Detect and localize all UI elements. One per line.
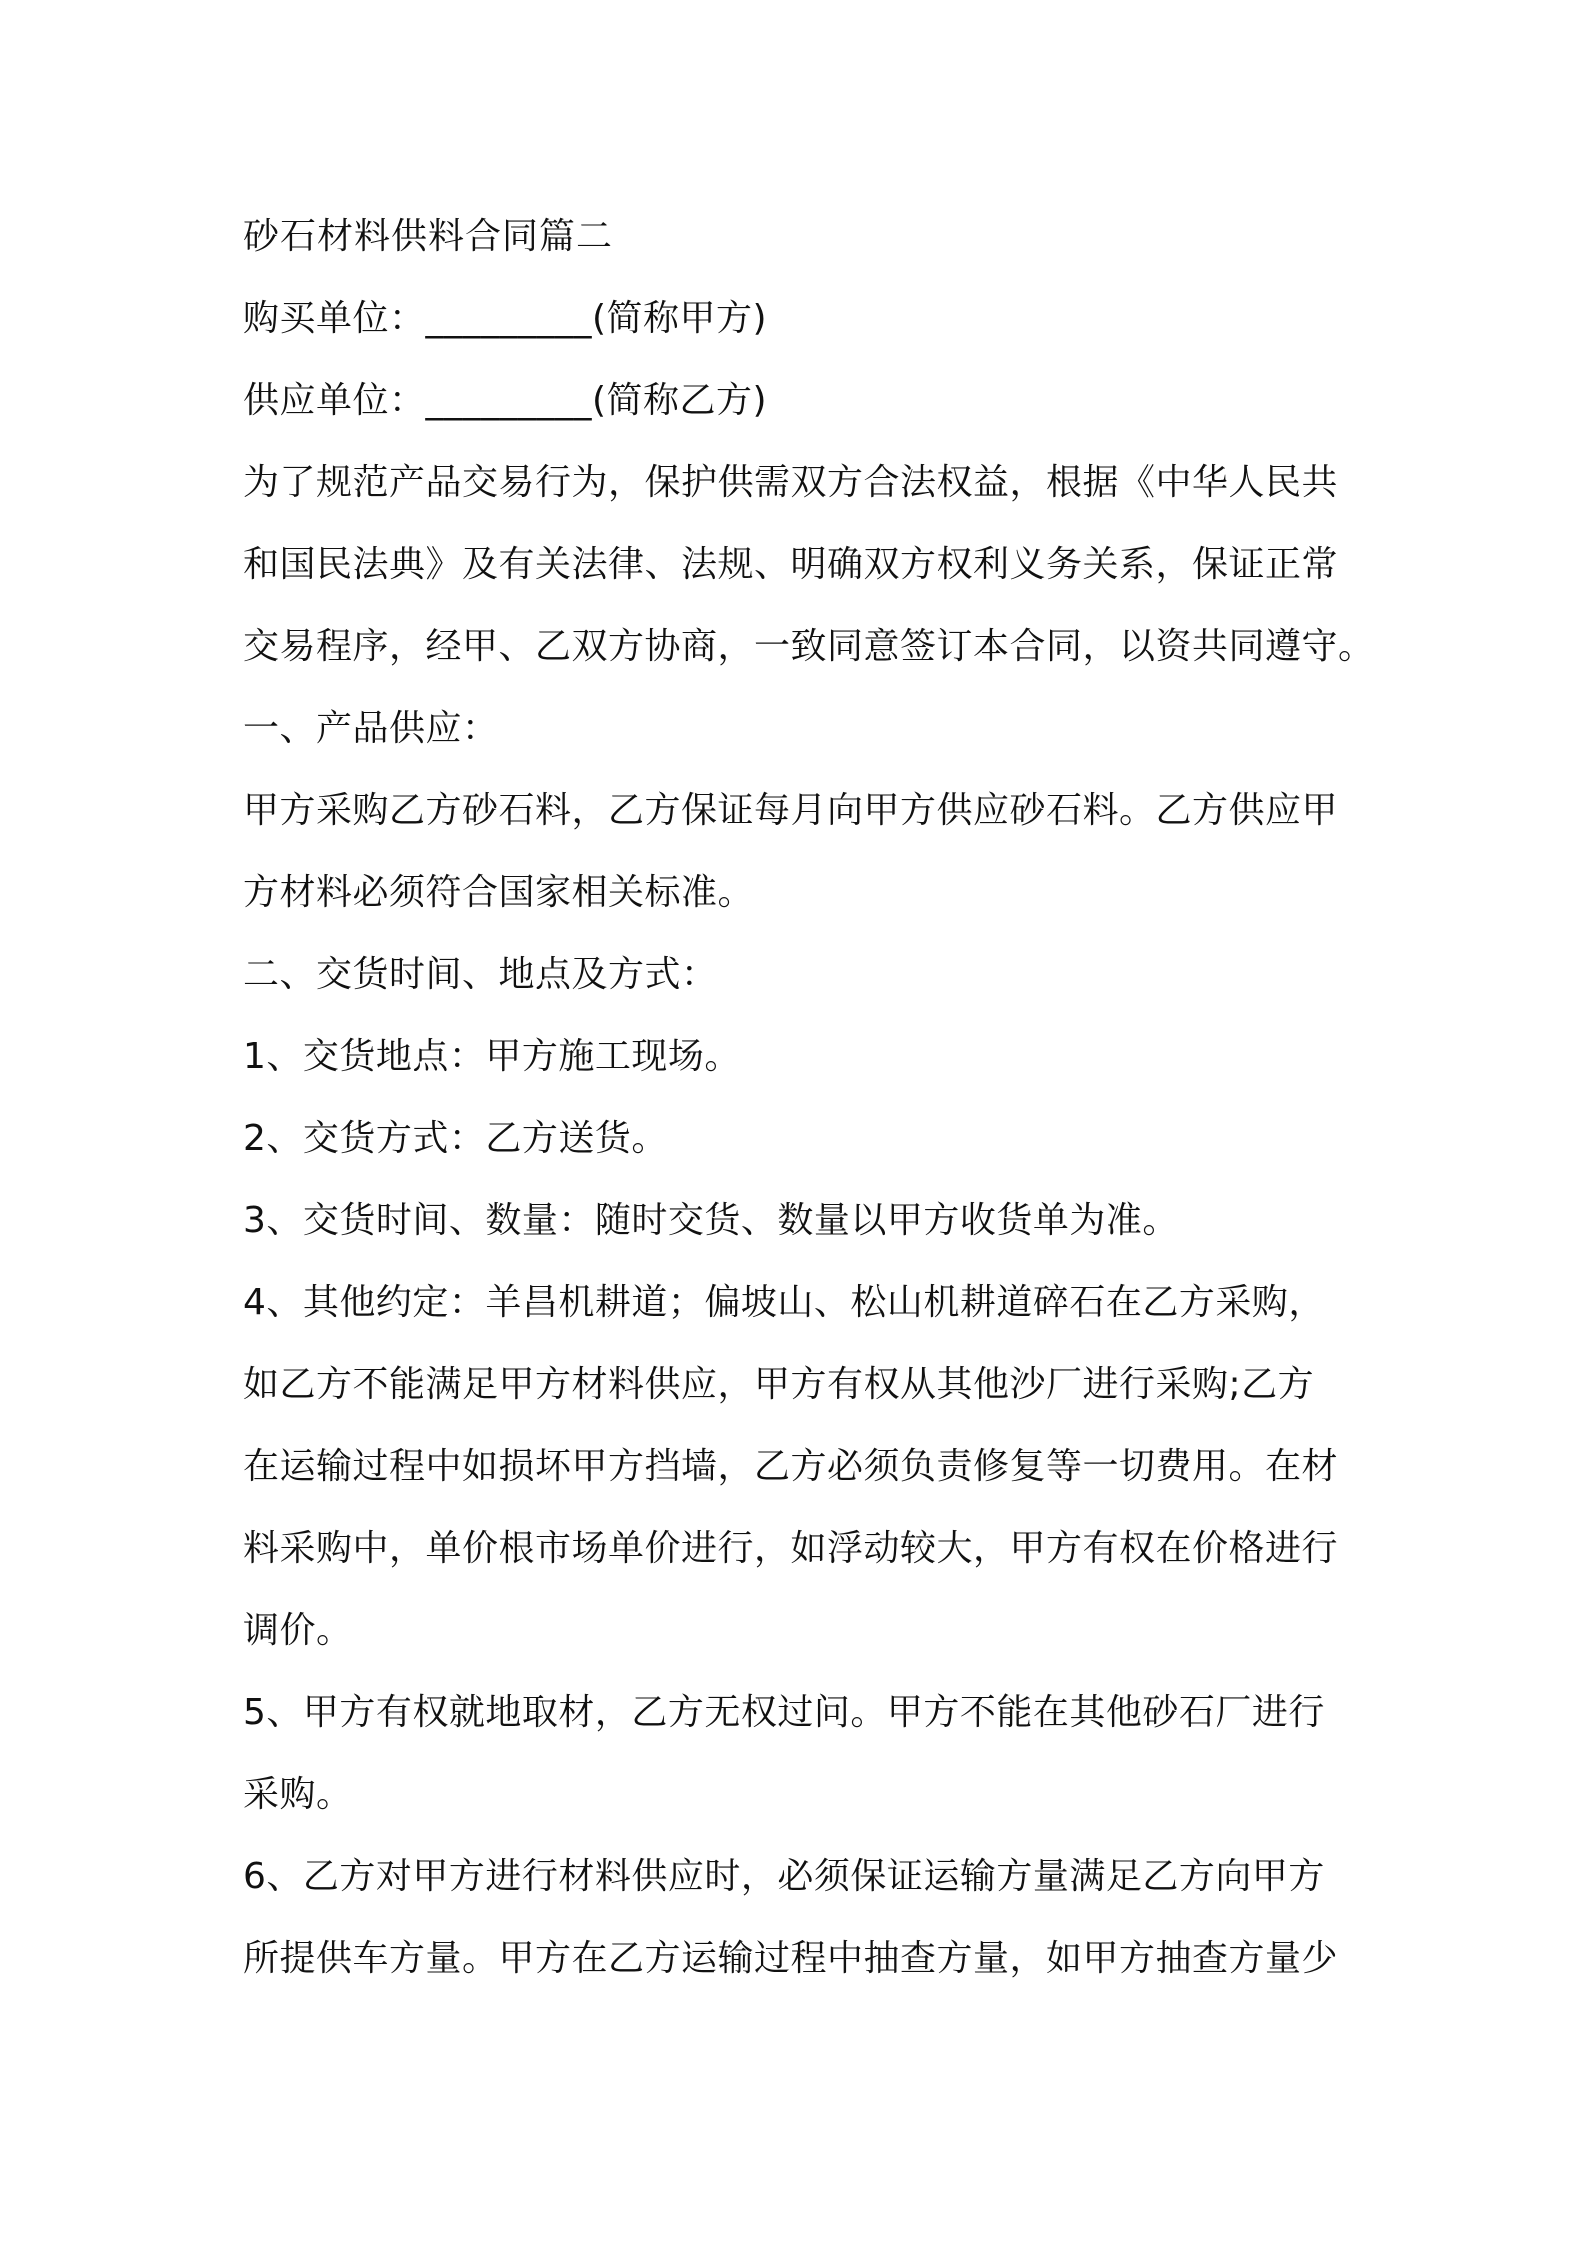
item-4-line-3: 在运输过程中如损坏甲方挡墙，乙方必须负责修复等一切费用。在材 [243, 1446, 1339, 1487]
item-4-line-5: 调价。 [243, 1610, 353, 1651]
item-5-line-2: 采购。 [243, 1774, 353, 1815]
section-1-heading: 一、产品供应： [243, 708, 499, 749]
buyer-line: 购买单位：_________(简称甲方) [243, 298, 768, 339]
document-body [243, 196, 1375, 2000]
item-4-line-2: 如乙方不能满足甲方材料供应，甲方有权从其他沙厂进行采购;乙方 [243, 1364, 1315, 1405]
item-6-line-2: 所提供车方量。甲方在乙方运输过程中抽查方量，如甲方抽查方量少 [243, 1938, 1339, 1979]
intro-line-1: 为了规范产品交易行为，保护供需双方合法权益，根据《中华人民共 [243, 462, 1339, 503]
item-1: 1、交货地点：甲方施工现场。 [243, 1036, 741, 1077]
item-5-line-1: 5、甲方有权就地取材，乙方无权过问。甲方不能在其他砂石厂进行 [243, 1692, 1325, 1733]
item-2: 2、交货方式：乙方送货。 [243, 1118, 668, 1159]
document-title: 砂石材料供料合同篇二 [243, 216, 614, 257]
intro-line-2: 和国民法典》及有关法律、法规、明确双方权利义务关系，保证正常 [243, 544, 1339, 585]
item-4-line-1: 4、其他约定：羊昌机耕道；偏坡山、松山机耕道碎石在乙方采购， [243, 1282, 1325, 1323]
intro-line-3: 交易程序，经甲、乙双方协商，一致同意签订本合同，以资共同遵守。 [243, 626, 1375, 667]
item-4-line-4: 料采购中，单价根市场单价进行，如浮动较大，甲方有权在价格进行 [243, 1528, 1339, 1569]
item-3: 3、交货时间、数量：随时交货、数量以甲方收货单为准。 [243, 1200, 1179, 1241]
section-2-heading: 二、交货时间、地点及方式： [243, 954, 718, 995]
item-6-line-1: 6、乙方对甲方进行材料供应时，必须保证运输方量满足乙方向甲方 [243, 1856, 1325, 1897]
supplier-line: 供应单位：_________(简称乙方) [243, 380, 768, 421]
section-1-line-2: 方材料必须符合国家相关标准。 [243, 872, 755, 913]
section-1-line-1: 甲方采购乙方砂石料，乙方保证每月向甲方供应砂石料。乙方供应甲 [243, 790, 1339, 831]
